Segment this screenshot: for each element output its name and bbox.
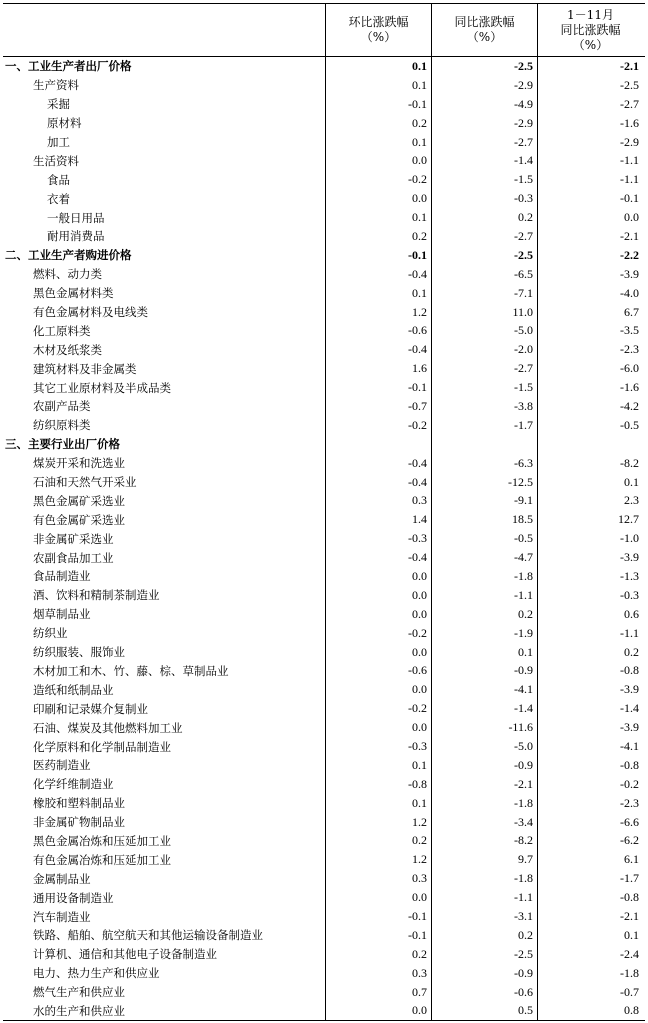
ytd-value: -3.9: [537, 718, 643, 737]
yoy-value: -4.7: [431, 548, 537, 567]
ytd-value: -1.7: [537, 869, 643, 888]
yoy-value: -1.7: [431, 416, 537, 435]
row-label: 化学原料和化学制品制造业: [33, 739, 171, 754]
yoy-value: -2.0: [431, 340, 537, 359]
header-yoy-line1: 同比涨跌幅: [454, 15, 515, 29]
yoy-value: -8.2: [431, 832, 537, 851]
mom-value: 0.2: [325, 832, 431, 851]
row-label: 建筑材料及非金属类: [33, 361, 137, 376]
table-row: [3, 832, 645, 851]
row-label: 耐用消费品: [47, 229, 105, 244]
table-row: [3, 510, 645, 529]
row-label: 非金属矿采选业: [33, 531, 114, 546]
row-label: 农副产品类: [33, 399, 91, 414]
table-row: [3, 170, 645, 189]
ytd-value: -1.1: [537, 151, 643, 170]
yoy-value: -4.1: [431, 680, 537, 699]
mom-value: 0.0: [325, 680, 431, 699]
row-label: 通用设备制造业: [33, 890, 114, 905]
row-label: 食品制造业: [33, 569, 91, 584]
ytd-value: -1.4: [537, 699, 643, 718]
yoy-value: -11.6: [431, 718, 537, 737]
ytd-value: -1.6: [537, 378, 643, 397]
ytd-value: 6.1: [537, 850, 643, 869]
yoy-value: [431, 435, 537, 454]
ytd-value: -2.5: [537, 76, 643, 95]
mom-value: 0.1: [325, 208, 431, 227]
table-row: [3, 699, 645, 718]
ytd-value: 0.8: [537, 1002, 643, 1021]
mom-value: 1.4: [325, 510, 431, 529]
ytd-value: -0.8: [537, 756, 643, 775]
table-row: [3, 95, 645, 114]
yoy-value: 0.2: [431, 605, 537, 624]
mom-value: 0.0: [325, 888, 431, 907]
ytd-value: -0.2: [537, 775, 643, 794]
ytd-value: -2.1: [537, 907, 643, 926]
table-row: [3, 586, 645, 605]
row-label: 有色金属材料及电线类: [33, 305, 148, 320]
ytd-value: -2.3: [537, 340, 643, 359]
table-row: [3, 378, 645, 397]
yoy-value: -1.8: [431, 794, 537, 813]
row-label: 一、工业生产者出厂价格: [5, 59, 132, 74]
yoy-value: -2.5: [431, 246, 537, 265]
ytd-value: -0.1: [537, 189, 643, 208]
mom-value: 1.2: [325, 303, 431, 322]
row-label: 有色金属冶炼和压延加工业: [33, 852, 171, 867]
ytd-value: [537, 435, 643, 454]
ytd-value: 0.6: [537, 605, 643, 624]
yoy-value: -3.1: [431, 907, 537, 926]
table-row: [3, 303, 645, 322]
row-label: 造纸和纸制品业: [33, 682, 114, 697]
table-body: [3, 57, 645, 1021]
row-label: 石油和天然气开采业: [33, 475, 137, 490]
row-label: 原材料: [47, 116, 82, 131]
mom-value: 1.2: [325, 850, 431, 869]
row-label: 采掘: [47, 97, 70, 112]
ytd-value: -2.3: [537, 794, 643, 813]
yoy-value: -7.1: [431, 284, 537, 303]
row-label: 木材及纸浆类: [33, 342, 102, 357]
yoy-value: -2.7: [431, 133, 537, 152]
yoy-value: -0.3: [431, 189, 537, 208]
yoy-value: -3.8: [431, 397, 537, 416]
yoy-value: -1.1: [431, 888, 537, 907]
mom-value: 0.0: [325, 718, 431, 737]
row-label: 三、主要行业出厂价格: [5, 437, 120, 452]
table-row: [3, 227, 645, 246]
mom-value: [325, 435, 431, 454]
mom-value: 1.2: [325, 813, 431, 832]
price-index-table: [3, 3, 645, 1021]
mom-value: -0.7: [325, 397, 431, 416]
table-row: [3, 57, 645, 76]
yoy-value: -1.5: [431, 170, 537, 189]
mom-value: -0.1: [325, 378, 431, 397]
ytd-value: 2.3: [537, 491, 643, 510]
row-label: 汽车制造业: [33, 909, 91, 924]
mom-value: 0.1: [325, 794, 431, 813]
ytd-value: -2.2: [537, 246, 643, 265]
mom-value: -0.3: [325, 737, 431, 756]
ytd-value: -2.1: [537, 227, 643, 246]
row-label: 铁路、船舶、航空航天和其他运输设备制造业: [33, 928, 263, 943]
row-label: 纺织服装、服饰业: [33, 645, 125, 660]
table-row: [3, 133, 645, 152]
mom-value: 0.3: [325, 491, 431, 510]
mom-value: -0.1: [325, 926, 431, 945]
mom-value: 0.0: [325, 643, 431, 662]
yoy-value: -9.1: [431, 491, 537, 510]
mom-value: -0.4: [325, 454, 431, 473]
ytd-value: -0.8: [537, 888, 643, 907]
row-label: 非金属矿物制品业: [33, 815, 125, 830]
ytd-value: 6.7: [537, 303, 643, 322]
mom-value: 0.1: [325, 133, 431, 152]
ytd-value: -1.1: [537, 170, 643, 189]
mom-value: 0.1: [325, 76, 431, 95]
mom-value: 0.7: [325, 983, 431, 1002]
mom-value: -0.4: [325, 548, 431, 567]
ytd-value: -0.7: [537, 983, 643, 1002]
ytd-value: -0.8: [537, 662, 643, 681]
row-label: 计算机、通信和其他电子设备制造业: [33, 947, 217, 962]
ytd-value: -4.2: [537, 397, 643, 416]
mom-value: 1.6: [325, 359, 431, 378]
table-row: [3, 76, 645, 95]
row-label: 纺织业: [33, 626, 68, 641]
mom-value: -0.1: [325, 246, 431, 265]
ytd-value: -0.5: [537, 416, 643, 435]
yoy-value: -0.9: [431, 662, 537, 681]
ytd-value: -0.3: [537, 586, 643, 605]
yoy-value: -2.1: [431, 775, 537, 794]
yoy-value: -0.9: [431, 964, 537, 983]
row-label: 农副食品加工业: [33, 550, 114, 565]
ytd-value: 0.1: [537, 926, 643, 945]
mom-value: 0.0: [325, 586, 431, 605]
row-label: 食品: [47, 172, 70, 187]
row-label: 煤炭开采和洗选业: [33, 456, 125, 471]
ytd-value: -2.9: [537, 133, 643, 152]
yoy-value: 18.5: [431, 510, 537, 529]
row-label: 其它工业原材料及半成品类: [33, 380, 171, 395]
ytd-value: -4.1: [537, 737, 643, 756]
yoy-value: -1.8: [431, 869, 537, 888]
mom-value: 0.3: [325, 964, 431, 983]
row-label: 黑色金属冶炼和压延加工业: [33, 833, 171, 848]
table-row: [3, 284, 645, 303]
table-row: [3, 680, 645, 699]
yoy-value: -0.9: [431, 756, 537, 775]
table-row: [3, 756, 645, 775]
ytd-value: -3.9: [537, 680, 643, 699]
mom-value: -0.3: [325, 529, 431, 548]
row-label: 电力、热力生产和供应业: [33, 966, 160, 981]
yoy-value: -0.6: [431, 983, 537, 1002]
mom-value: -0.4: [325, 473, 431, 492]
header-ytd: [537, 4, 643, 56]
yoy-value: -1.4: [431, 151, 537, 170]
row-label: 印刷和记录媒介复制业: [33, 701, 148, 716]
yoy-value: -2.9: [431, 76, 537, 95]
table-row: [3, 926, 645, 945]
yoy-value: -1.9: [431, 624, 537, 643]
yoy-value: -1.1: [431, 586, 537, 605]
yoy-value: -5.0: [431, 321, 537, 340]
table-row: [3, 435, 645, 454]
mom-value: -0.1: [325, 95, 431, 114]
row-label: 酒、饮料和精制茶制造业: [33, 588, 160, 603]
row-label: 烟草制品业: [33, 607, 91, 622]
ytd-value: -2.1: [537, 57, 643, 76]
table-row: [3, 945, 645, 964]
mom-value: 0.0: [325, 567, 431, 586]
mom-value: -0.6: [325, 321, 431, 340]
yoy-value: -1.5: [431, 378, 537, 397]
yoy-value: -1.8: [431, 567, 537, 586]
header-yoy: [431, 4, 537, 56]
row-label: 黑色金属矿采选业: [33, 493, 125, 508]
table-row: [3, 662, 645, 681]
table-row: [3, 907, 645, 926]
mom-value: 0.2: [325, 945, 431, 964]
yoy-value: 0.1: [431, 643, 537, 662]
table-row: [3, 246, 645, 265]
ytd-value: 12.7: [537, 510, 643, 529]
ytd-value: 0.2: [537, 643, 643, 662]
ytd-value: -1.8: [537, 964, 643, 983]
yoy-value: 0.2: [431, 926, 537, 945]
row-label: 黑色金属材料类: [33, 286, 114, 301]
row-label: 一般日用品: [47, 210, 105, 225]
ytd-value: -2.4: [537, 945, 643, 964]
yoy-value: 0.5: [431, 1002, 537, 1021]
table-row: [3, 888, 645, 907]
mom-value: 0.0: [325, 151, 431, 170]
yoy-value: -3.4: [431, 813, 537, 832]
ytd-value: -8.2: [537, 454, 643, 473]
yoy-value: -2.5: [431, 945, 537, 964]
table-row: [3, 189, 645, 208]
row-label: 生产资料: [33, 78, 79, 93]
mom-value: -0.2: [325, 170, 431, 189]
table-row: [3, 416, 645, 435]
mom-value: 0.0: [325, 605, 431, 624]
header-mom-line1: 环比涨跌幅: [348, 15, 409, 29]
row-label: 纺织原料类: [33, 418, 91, 433]
yoy-value: -5.0: [431, 737, 537, 756]
mom-value: 0.1: [325, 284, 431, 303]
mom-value: 0.1: [325, 756, 431, 775]
row-label: 加工: [47, 135, 70, 149]
ytd-value: -3.9: [537, 548, 643, 567]
table-row: [3, 643, 645, 662]
table-row: [3, 473, 645, 492]
row-label: 生活资料: [33, 153, 79, 168]
table-row: [3, 114, 645, 133]
table-row: [3, 794, 645, 813]
table-row: [3, 737, 645, 756]
row-label: 化工原料类: [33, 323, 91, 338]
table-row: [3, 983, 645, 1002]
table-row: [3, 605, 645, 624]
row-label: 橡胶和塑料制品业: [33, 796, 125, 811]
yoy-value: -0.5: [431, 529, 537, 548]
yoy-value: 9.7: [431, 850, 537, 869]
mom-value: -0.2: [325, 624, 431, 643]
row-label: 医药制造业: [33, 758, 91, 773]
yoy-value: 0.2: [431, 208, 537, 227]
yoy-value: -6.5: [431, 265, 537, 284]
mom-value: 0.0: [325, 1002, 431, 1021]
table-row: [3, 718, 645, 737]
mom-value: 0.2: [325, 227, 431, 246]
row-label: 水的生产和供应业: [33, 1003, 125, 1018]
yoy-value: 11.0: [431, 303, 537, 322]
mom-value: 0.0: [325, 189, 431, 208]
row-label: 衣着: [47, 191, 70, 206]
mom-value: 0.2: [325, 114, 431, 133]
yoy-value: -2.7: [431, 359, 537, 378]
table-row: [3, 340, 645, 359]
row-label: 石油、煤炭及其他燃料加工业: [33, 720, 183, 735]
mom-value: -0.4: [325, 265, 431, 284]
table-header: [3, 3, 645, 57]
yoy-value: -4.9: [431, 95, 537, 114]
mom-value: -0.1: [325, 907, 431, 926]
table-row: [3, 964, 645, 983]
table-row: [3, 208, 645, 227]
ytd-value: -6.2: [537, 832, 643, 851]
yoy-value: -2.7: [431, 227, 537, 246]
header-label-column: [3, 4, 325, 56]
mom-value: -0.4: [325, 340, 431, 359]
table-row: [3, 265, 645, 284]
row-label: 燃气生产和供应业: [33, 985, 125, 1000]
table-row: [3, 359, 645, 378]
ytd-value: -4.0: [537, 284, 643, 303]
yoy-value: -6.3: [431, 454, 537, 473]
ytd-value: -6.6: [537, 813, 643, 832]
ytd-value: -1.1: [537, 624, 643, 643]
row-label: 金属制品业: [33, 871, 91, 886]
table-row: [3, 491, 645, 510]
yoy-value: -12.5: [431, 473, 537, 492]
mom-value: -0.8: [325, 775, 431, 794]
row-label: 有色金属矿采选业: [33, 512, 125, 527]
ytd-value: -1.6: [537, 114, 643, 133]
row-label: 二、工业生产者购进价格: [5, 248, 132, 263]
table-row: [3, 869, 645, 888]
table-row: [3, 321, 645, 340]
header-mom-line2: （%）: [360, 30, 397, 44]
header-ytd-line1: 1－11月: [567, 7, 614, 22]
mom-value: -0.2: [325, 416, 431, 435]
table-row: [3, 529, 645, 548]
table-row: [3, 454, 645, 473]
mom-value: -0.2: [325, 699, 431, 718]
table-row: [3, 775, 645, 794]
table-row: [3, 397, 645, 416]
row-label: 燃料、动力类: [33, 267, 102, 282]
ytd-value: -3.9: [537, 265, 643, 284]
ytd-value: 0.1: [537, 473, 643, 492]
header-ytd-line2: 同比涨跌幅: [560, 22, 621, 37]
row-label: 化学纤维制造业: [33, 777, 114, 792]
mom-value: -0.6: [325, 662, 431, 681]
header-yoy-line2: （%）: [466, 30, 503, 44]
yoy-value: -1.4: [431, 699, 537, 718]
table-row: [3, 567, 645, 586]
table-row: [3, 813, 645, 832]
mom-value: 0.3: [325, 869, 431, 888]
table-row: [3, 548, 645, 567]
yoy-value: -2.9: [431, 114, 537, 133]
ytd-value: -2.7: [537, 95, 643, 114]
table-row: [3, 1002, 645, 1021]
ytd-value: -1.0: [537, 529, 643, 548]
row-label: 木材加工和木、竹、藤、棕、草制品业: [33, 663, 229, 678]
header-ytd-line3: （%）: [572, 37, 609, 52]
ytd-value: -6.0: [537, 359, 643, 378]
ytd-value: -3.5: [537, 321, 643, 340]
yoy-value: -2.5: [431, 57, 537, 76]
table-row: [3, 850, 645, 869]
table-row: [3, 151, 645, 170]
header-mom: [325, 4, 431, 56]
ytd-value: 0.0: [537, 208, 643, 227]
mom-value: 0.1: [325, 57, 431, 76]
ytd-value: -1.3: [537, 567, 643, 586]
table-row: [3, 624, 645, 643]
